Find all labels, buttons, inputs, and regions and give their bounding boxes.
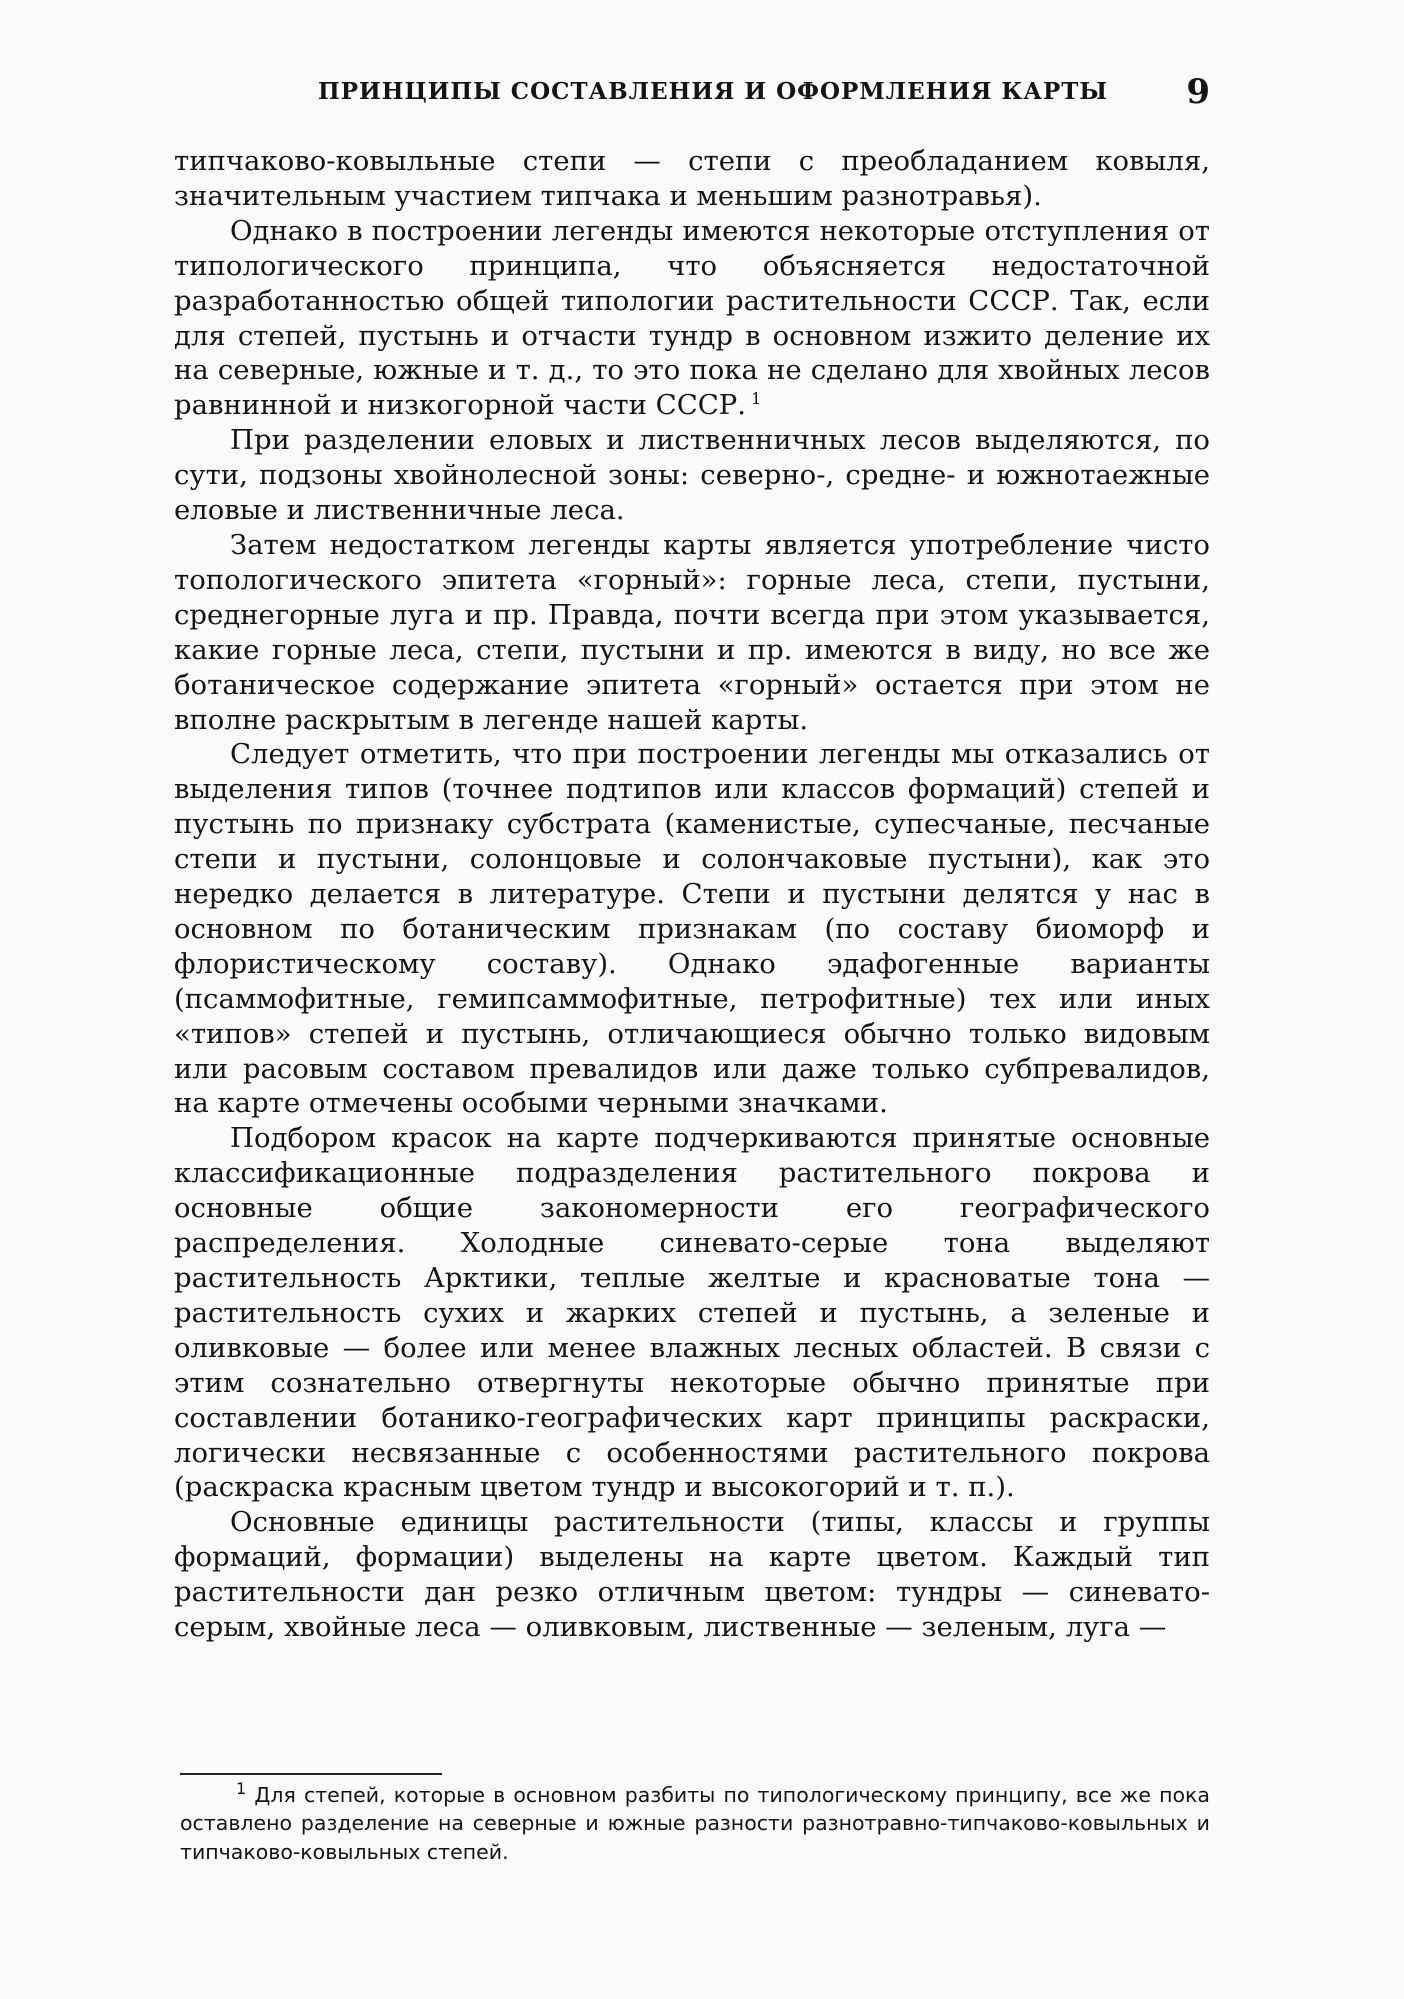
paragraph-text: Следует отметить, что при построении легенды мы отказались от выделения типов (точнее подтипов или классов формаций) степей и пустынь по признаку субстрата (каменистые, супесчаные, песчаные степи и пустыни, солонцовые и солончаковые пустыни), как это нередко делается в литературе. Степи и пустыни делятся у нас в основном по ботаническим признакам (по составу биоморф и флористическому составу). Однако эдафогенные варианты (псаммофитные, гемипсаммофитные, петрофитные) тех или иных «типов» степей и пустынь, отличающиеся обычно только видовым или расовым составом превалидов или даже только субпревалидов, на карте отмечены особыми черными значками. <box>174 738 1210 1120</box>
footnote-mark: 1 <box>236 1779 247 1799</box>
paragraph <box>174 1121 1210 1505</box>
footnote <box>180 1781 1210 1866</box>
paragraph <box>174 737 1210 1121</box>
footnotes <box>180 1781 1210 1866</box>
paragraph-text: Однако в построении легенды имеются некоторые отступления от типологического принципа, что объясняется недостаточной разработанностью общей типологии растительности СССР. Так, если для степей, пустынь и отчасти тундр в основном изжито деление их на северные, южные и т. д., то это пока не сделано для хвойных лесов равнинной и низкогорной части СССР. <box>174 214 1210 422</box>
footnote-text: Для степей, которые в основном разбиты по типологическому принципу, все же пока оставлено разделение на северные и южные разности разнотравно-типчаково-ковыльных и типчаково-ковыльных степей. <box>180 1783 1210 1864</box>
footnote-reference <box>746 389 761 408</box>
paragraph <box>174 144 1210 214</box>
paragraph <box>174 423 1210 528</box>
footnote-divider <box>180 1773 442 1775</box>
page-number: 9 <box>1186 72 1210 112</box>
paragraph-text: При разделении еловых и лиственничных лесов выделяются, по сути, подзоны хвойнолесной зоны: северно-, средне- и южнотаежные еловые и лиственничные леса. <box>174 424 1210 527</box>
paragraph-text: Основные единицы растительности (типы, классы и группы формаций, формации) выделены на карте цветом. Каждый тип растительности дан резко отличным цветом: тундры — синевато-серым, хвойные леса — оливковым, лиственные — зеленым, луга — <box>174 1506 1210 1644</box>
paragraph <box>174 528 1210 737</box>
paragraph-text: Подбором красок на карте подчеркиваются принятые основные классификационные подразделения растительного покрова и основные общие закономерности его географического распределения. Холодные синевато-серые тона выделяют растительность Арктики, теплые желтые и красноватые тона — растительность сухих и жарких степей и пустынь, а зеленые и оливковые — более или менее влажных лесных областей. В связи с этим сознательно отвергнуты некоторые обычно принятые при составлении ботанико-географических карт принципы раскраски, логически несвязанные с особенностями растительного покрова (раскраска красным цветом тундр и высокогорий и т. п.). <box>174 1122 1210 1504</box>
body-text <box>174 144 1210 1645</box>
paragraph-text: Затем недостатком легенды карты является употребление чисто топологического эпитета «горный»: горные леса, степи, пустыни, среднегорные луга и пр. Правда, почти всегда при этом указывается, какие горные леса, степи, пустыни и пр. имеются в виду, но все же ботаническое содержание эпитета «горный» остается при этом не вполне раскрытым в легенде нашей карты. <box>174 528 1210 736</box>
paragraph <box>174 1505 1210 1645</box>
paragraph <box>174 214 1210 423</box>
paragraph-text: типчаково-ковыльные степи — степи с преобладанием ковыля, значительным участием типчака и меньшим разнотравья). <box>174 145 1210 212</box>
running-title: ПРИНЦИПЫ СОСТАВЛЕНИЯ И ОФОРМЛЕНИЯ КАРТЫ <box>318 78 1109 105</box>
running-head <box>318 72 1210 118</box>
footnote-reference-mark: 1 <box>751 389 762 409</box>
